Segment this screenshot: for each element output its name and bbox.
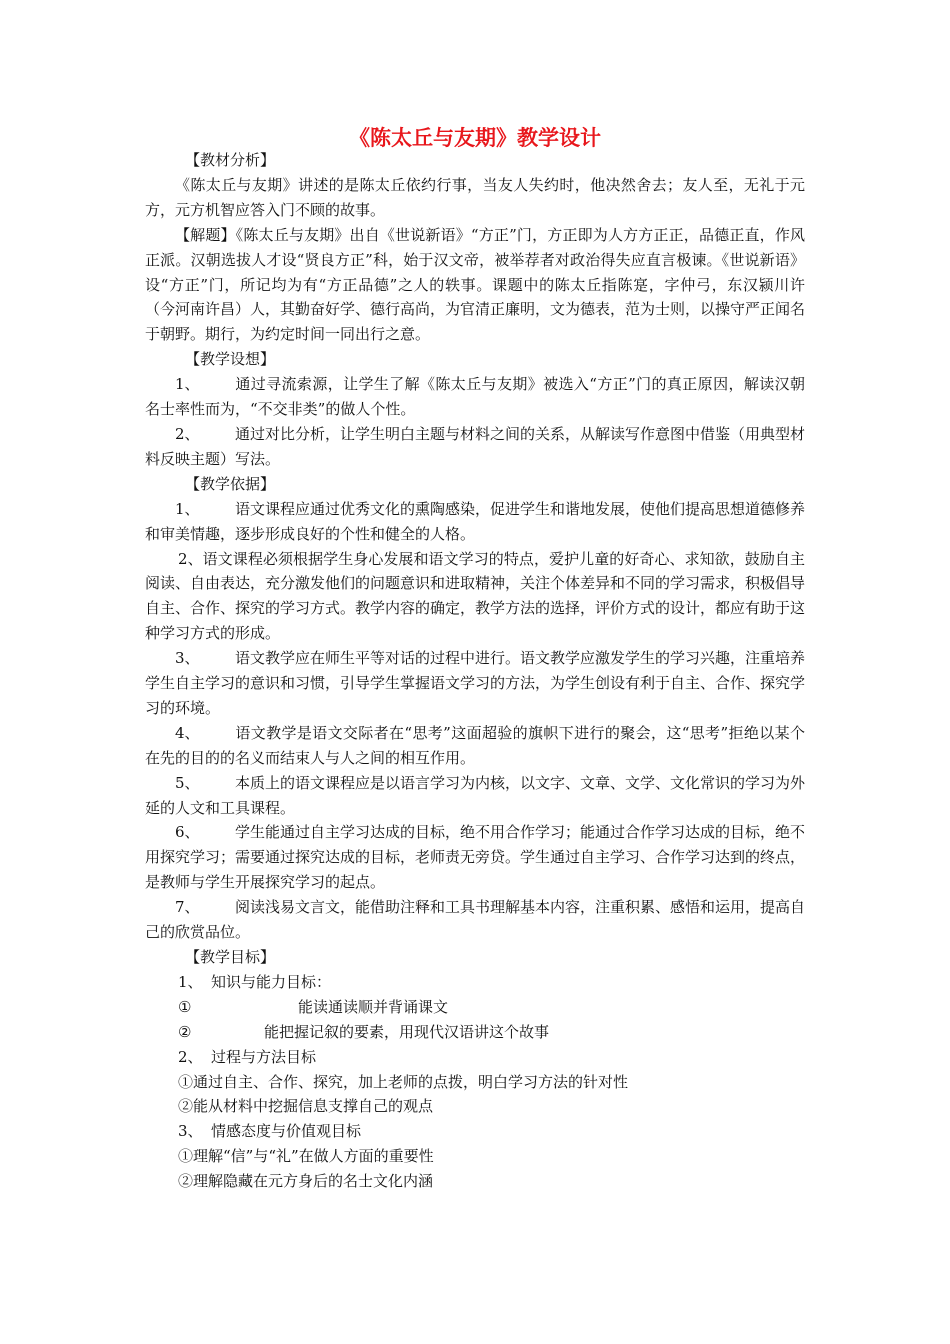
goal-subitem [145,995,805,1020]
analysis-paragraph: 《陈太丘与友期》讲述的是陈太丘依约行事，当友人失约时，他决然舍去；友人至，无礼于元方，元方机智应答入门不顾的故事。 [145,175,805,219]
goal-subitem [145,1020,805,1045]
item-text: 语文课程应通过优秀文化的熏陶感染，促进学生和谐地发展，使他们提高思想道德修养和审美情趣，逐步形成良好的个性和健全的人格。 [145,499,806,543]
item-number: 5、 [175,773,200,792]
goal-item [145,1119,805,1144]
title-explanation-paragraph: 【解题】《陈太丘与友期》出自《世说新语》“方正”门，方正即为人方方正正，品德正直，作风正派。汉朝选拔人才设“贤良方正”科，始于汉文帝，被举荐者对政治得失应直言极谏。《世说新语》设“方正”门，所记均为有“方正品德”之人的轶事。课题中的陈太丘指陈寔，字仲弓，东汉颍川许（今河南许昌）人，其勤奋好学、德行高尚，为官清正廉明，文为德表，范为士则，以操守严正闻名于朝野。期行，为约定时间一同出行之意。 [145,225,806,344]
concept-item [145,422,805,472]
item-text: 通过对比分析，让学生明白主题与材料之间的关系，从解读写作意图中借鉴（用典型材料反映主题）写法。 [145,424,806,468]
item-number: 2、 [178,1047,203,1066]
item-number: 3、 [178,1122,203,1141]
basis-item: 2、语文课程必须根据学生身心发展和语文学习的特点，爱护儿童的好奇心、求知欲，鼓励自主阅读、自由表达，充分激发他们的问题意识和进取精神，关注个体差异和不同的学习需求，积极倡导自主、合作、探究的学习方式。教学内容的确定，教学方法的选择，评价方式的设计，都应有助于这种学习方式的形成。 [145,549,806,643]
item-number: 7、 [175,898,200,917]
item-number: 1、 [175,499,200,518]
section-heading-basis: 【教学依据】 [185,474,276,493]
item-text: 学生能通过自主学习达成的目标，绝不用合作学习；能通过合作学习达成的目标，绝不用探究学习；需要通过探究达成的目标，老师责无旁贷。学生通过自主学习、合作学习达到的终点，是教师与学生开展探究学习的起点。 [145,823,806,892]
item-text: 能读通读顺并背诵课文 [298,997,449,1016]
item-marker: ② [178,1022,192,1041]
document-title: 《陈太丘与友期》教学设计 [349,126,601,150]
basis-item [145,895,805,945]
basis-item [145,497,805,547]
item-text: 语文教学是语文交际者在“思考”这面超验的旗帜下进行的聚会，这“思考”拒绝以某个在先的目的的名义而结束人与人之间的相互作用。 [145,723,805,767]
basis-item [145,820,805,895]
basis-item [145,646,805,721]
item-text: 通过寻流索源，让学生了解《陈太丘与友期》被选入“方正”门的真正原因，解读汉朝名士率性而为，“不交非类”的做人个性。 [145,375,805,419]
item-number: 6、 [175,823,200,842]
item-text: 阅读浅易文言文，能借助注释和工具书理解基本内容，注重积累、感悟和运用，提高自己的欣赏品位。 [145,898,806,942]
section-heading-concept: 【教学设想】 [185,350,276,369]
item-text: 本质上的语文课程应是以语言学习为内核，以文字、文章、文学、文化常识的学习为外延的人文和工具课程。 [145,773,806,817]
basis-item [145,721,805,771]
goal-subitem: ②能从材料中挖掘信息支撑自己的观点 [178,1097,434,1116]
item-number: 1、 [175,375,200,394]
section-heading-goals: 【教学目标】 [185,948,276,966]
goal-item [145,1045,805,1070]
item-number: 1、 [178,972,203,991]
goal-subitem: ①理解“信”与“礼”在做人方面的重要性 [178,1147,434,1166]
item-text: 过程与方法目标 [211,1047,317,1066]
item-text: 情感态度与价值观目标 [211,1122,362,1141]
goal-item [145,970,805,995]
document-body [145,148,805,1194]
goal-subitem: ②理解隐藏在元方身后的名士文化内涵 [178,1172,434,1191]
section-heading-analysis: 【教材分析】 [185,151,276,169]
item-text: 语文教学应在师生平等对话的过程中进行。语文教学应激发学生的学习兴趣，注重培养学生自主学习的意识和习惯，引导学生掌握语文学习的方法，为学生创设有利于自主、合作、探究学习的环境。 [145,649,806,717]
item-number: 2、 [175,424,200,443]
basis-item [145,771,805,821]
item-marker: ① [178,997,192,1016]
concept-item [145,372,805,422]
item-text: 知识与能力目标： [211,972,332,991]
item-number: 4、 [175,723,200,742]
item-number: 3、 [175,649,200,668]
goal-subitem: ①通过自主、合作、探究，加上老师的点拨，明白学习方法的针对性 [178,1072,629,1091]
item-text: 能把握记叙的要素，用现代汉语讲这个故事 [264,1022,550,1041]
